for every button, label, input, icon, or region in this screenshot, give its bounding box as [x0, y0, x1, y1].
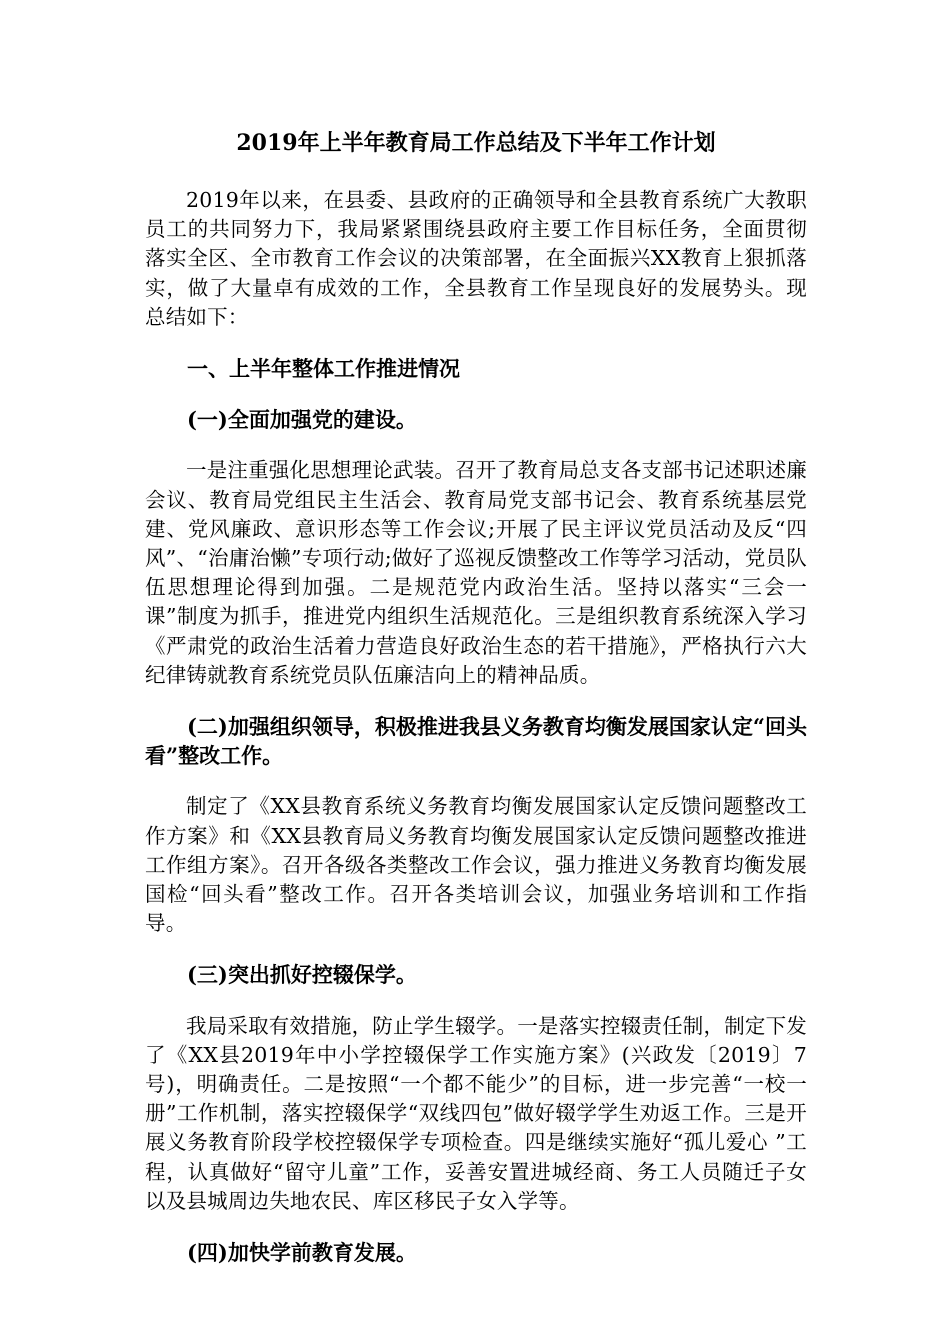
- subsection-heading-3: (三)突出抓好控辍保学。: [187, 962, 417, 988]
- subsection-heading-1: (一)全面加强党的建设。: [187, 407, 417, 433]
- section-heading-1: 一、上半年整体工作推进情况: [187, 356, 460, 382]
- subsection-body-3: 我局采取有效措施，防止学生辍学。一是落实控辍责任制，制定下发了《XX县2019年中小学控辍保学工作实施方案》(兴政发〔2019〕7号)，明确责任。二是按照“一个都不能少”的目标，进一步完善“一校一册”工作机制，落实控辍保学“双线四包”做好辍学学生劝返工作。三是开展义务教育阶段学校控辍保学专项检查。四是继续实施好“孤儿爱心 ”工程，认真做好“留守儿童”工作，妥善安置进城经商、务工人员随迁子女以及县城周边失地农民、库区移民子女入学等。: [145, 1013, 807, 1213]
- document-page: [145, 128, 807, 1289]
- subsection-body-1: 一是注重强化思想理论武装。召开了教育局总支各支部书记述职述廉会议、教育局党组民主生活会、教育局党支部书记会、教育系统基层党建、党风廉政、意识形态等工作会议;开展了民主评议党员活动及反“四风”、“治庸治懒”专项行动;做好了巡视反馈整改工作等学习活动，党员队伍思想理论得到加强。二是规范党内政治生活。坚持以落实“三会一课”制度为抓手，推进党内组织生活规范化。三是组织教育系统深入学习《严肃党的政治生活着力营造良好政治生态的若干措施》，严格执行六大纪律铸就教育系统党员队伍廉洁向上的精神品质。: [145, 458, 807, 687]
- subsection-heading-4: (四)加快学前教育发展。: [187, 1240, 417, 1266]
- intro-paragraph: 2019年以来，在县委、县政府的正确领导和全县教育系统广大教职员工的共同努力下，我局紧紧围绕县政府主要工作目标任务，全面贯彻落实全区、全市教育工作会议的决策部署，在全面振兴XX教育上狠抓落实，做了大量卓有成效的工作，全县教育工作呈现良好的发展势头。现总结如下：: [145, 188, 807, 329]
- subsection-heading-2: (二)加强组织领导，积极推进我县义务教育均衡发展国家认定“回头看”整改工作。: [145, 714, 807, 769]
- document-title: 2019年上半年教育局工作总结及下半年工作计划: [236, 130, 716, 156]
- subsection-body-2: 制定了《XX县教育系统义务教育均衡发展国家认定反馈问题整改工作方案》和《XX县教育局义务教育均衡发展国家认定反馈问题整改推进工作组方案》。召开各级各类整改工作会议，强力推进义务教育均衡发展国检“回头看”整改工作。召开各类培训会议，加强业务培训和工作指导。: [145, 794, 807, 936]
